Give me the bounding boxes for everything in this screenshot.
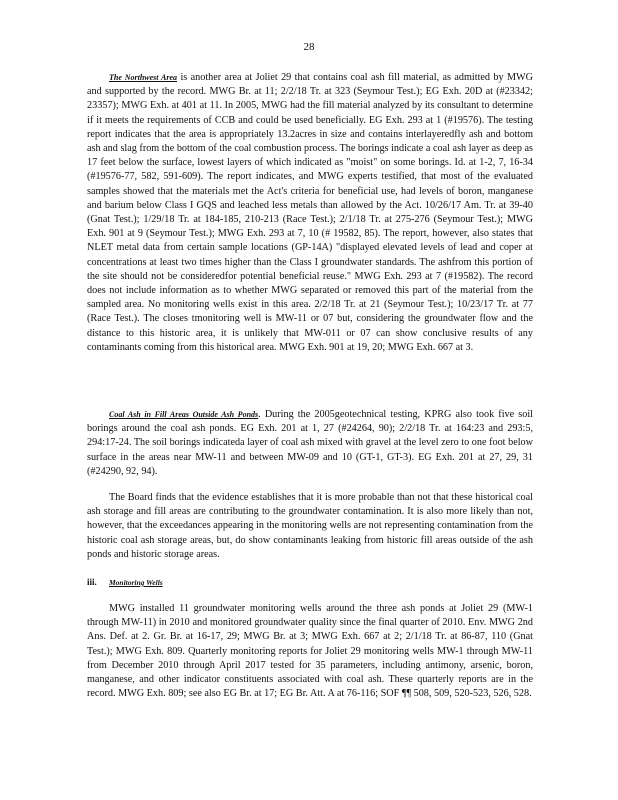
monitoring-wells-numeral: iii. [87,577,97,587]
board-finding-paragraph: The Board finds that the evidence establishes that it is more probable than not that these historical coal ash storage and fill areas are contributing to the groundwater contamination. It is also more likely than not, however, that the exceedances appearing in the monitoring wells are not representing contamination from the historic coal ash storage areas, but, do show contaminants leaking from historic fill areas outside of the ash ponds and historic storage areas. [87,492,533,560]
coal-ash-fill-section [87,408,533,479]
monitoring-wells-paragraph: MWG installed 11 groundwater monitoring wells around the three ash ponds at Joliet 29 (MW-1 through MW-11) in 2010 and monitored groundwater quality since the final quarter of 2010. Env. MWG 2nd Ans. Def. at 2. Gr. Br. at 16-17, 29; MWG Br. at 3; MWG Exh. 667 at 2; 2/1/18 Tr. at 86-87, 110 (Gnat Test.); MWG Exh. 809. Quarterly monitoring reports for Joliet 29 monitoring wells MW-1 through MW-11 from December 2010 through April 2017 tested for 35 parameters, including antimony, arsenic, boron, manganese, and other indicator constituents associated with coal ash. These quarterly reports are in the record. MWG Exh. 809; see also EG Br. at 17; EG Br. Att. A at 76-116; SOF ¶¶ 508, 509, 520-523, 526, 528. [87,603,533,700]
monitoring-wells-section [87,602,533,701]
board-finding-section [87,491,533,562]
coal-ash-fill-heading: Coal Ash in Fill Areas Outside Ash Ponds [109,410,259,419]
northwest-area-section [87,71,533,355]
northwest-area-paragraph [87,71,533,355]
page-number: 28 [303,41,315,53]
northwest-area-body: is another area at Joliet 29 that contains coal ash fill material, as admitted by MWG and supported by the record. MWG Br. at 11; 2/2/18 Tr. at 323 (Seymour Test.); EG Exh. 20D at (#23342; 23357); MWG Exh. at 401 at 11. In 2005, MWG had the fill material analyzed by its consultant to determine if it meets the requirements of CCB and could be used beneficially. EG Exh. 293 at 1 (#19576). The testing report indicates that the area is appropriately 13.2acres in size and contains interlayeredfly ash and bottom ash and slag from the bottom of the coal combustion process. The borings indicate a coal ash layer as deep as 17 feet below the surface, lowest layers of which indicated as "moist" on some borings. Id. at 1-2, 7, 16-34 (#19576-77, 582, 591-609). The report indicates, and MWG experts testified, that most of the evaluated samples showed that the materials met the Act's criteria for beneficial use, had levels of boron, manganese and barium below Class I GQS and leached less metals than allowed by the Act. 10/26/17 Am. Tr. at 39-40 (Gnat Test.); 1/29/18 Tr. at 184-185, 210-213 (Race Test.); 2/1/18 Tr. at 275-276 (Seymour Test.); MWG Exh. 901 at 9 (Seymour Test.); MWG Exh. 293 at 7, 10 (# 19582, 85). The report, however, also states that NLET metal data from certain sample locations (GP-14A) "displayed elevated levels of lead and coper at concentrations at least two times higher than the Class I groundwater standards. The ashfrom this portion of the site should not be consideredfor potential beneficial reuse." MWG Exh. 293 at 7 (#19582). The record does not include information as to whether MWG separated or removed this part of the material from the sampled area. No monitoring wells exist in this area. 2/2/18 Tr. at 21 (Seymour Test.); 10/23/17 Tr. at 77 (Race Test.). The closes tmonitoring well is MW-11 or 07 but, considering the groundwater flow and the distance to this historic area, it is unlikely that MW-011 or 07 can show conclusive results of any contaminants coming from this historical area. MWG Exh. 901 at 19, 20; MWG Exh. 667 at 3. [87,72,534,353]
northwest-area-heading: The Northwest Area [109,73,178,82]
monitoring-wells-title: Monitoring Wells [109,578,163,587]
coal-ash-fill-body: . During the 2005geotechnical testing, KPRG also took five soil borings around the coal ash ponds. EG Exh. 201 at 1, 27 (#24264, 90); 2/2/18 Tr. at 164:23 and 293:5, 294:17-24. The soil borings indicateda layer of coal ash mixed with gravel at the level zero to one foot below surface in the areas near MW-11 and between MW-09 and 10 (GT-1, GT-3). EG Exh. 201 at 27, 29, 31 (#24290, 92, 94). [87,409,533,477]
monitoring-wells-heading [87,575,533,590]
coal-ash-fill-paragraph [87,408,533,479]
